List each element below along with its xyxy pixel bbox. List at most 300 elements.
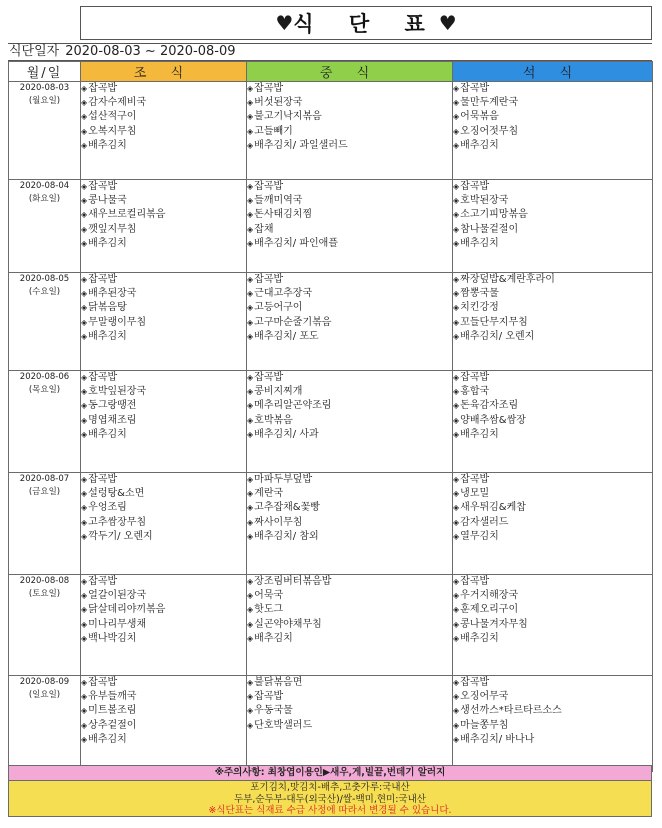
diamond-bullet-icon: ◈ bbox=[81, 317, 88, 327]
diamond-bullet-icon: ◈ bbox=[453, 182, 460, 191]
menu-item bbox=[453, 96, 652, 110]
diamond-bullet-icon: ◈ bbox=[81, 373, 88, 382]
diamond-bullet-icon: ◈ bbox=[453, 678, 460, 687]
menu-item-text: 잡채 bbox=[254, 223, 274, 235]
menu-item bbox=[453, 719, 652, 733]
menu-item bbox=[81, 428, 246, 442]
menu-date-cell bbox=[9, 473, 81, 575]
diamond-bullet-icon: ◈ bbox=[453, 531, 460, 541]
diamond-bullet-icon: ◈ bbox=[453, 591, 460, 601]
diamond-bullet-icon: ◈ bbox=[247, 503, 254, 513]
diamond-bullet-icon: ◈ bbox=[453, 619, 460, 629]
menu-item bbox=[247, 237, 452, 251]
menu-item-text: 배추김치 bbox=[460, 237, 499, 249]
menu-item bbox=[81, 473, 246, 487]
menu-row bbox=[9, 473, 653, 575]
diamond-bullet-icon: ◈ bbox=[81, 720, 88, 730]
menu-item-text: 콩나물겨자무침 bbox=[460, 618, 528, 630]
menu-item-text: 우동국물 bbox=[254, 705, 293, 717]
menu-item-text: 무말랭이무침 bbox=[88, 316, 147, 328]
diamond-bullet-icon: ◈ bbox=[81, 224, 88, 234]
menu-item-text: 생선까스*타르타르소스 bbox=[460, 705, 562, 717]
diamond-bullet-icon: ◈ bbox=[247, 619, 254, 629]
menu-item-text: 메추리알곤약조림 bbox=[254, 400, 332, 412]
origin-line-2: 두부,순두부-대두(외국산)/쌀-백미,현미:국내산 bbox=[234, 793, 426, 805]
change-warning: ※식단표는 식재료 수급 사정에 따라서 변경될 수 있습니다. bbox=[208, 805, 452, 816]
diamond-bullet-icon: ◈ bbox=[247, 605, 254, 615]
dinner-cell bbox=[453, 575, 653, 676]
menu-item-text: 동그랑땡전 bbox=[88, 400, 137, 412]
menu-item bbox=[81, 139, 246, 153]
menu-item bbox=[81, 194, 246, 208]
menu-weekday: (토요일) bbox=[28, 589, 61, 599]
menu-item bbox=[453, 575, 652, 589]
menu-item-text: 콩나물국 bbox=[88, 195, 127, 207]
menu-item bbox=[453, 399, 652, 413]
menu-item bbox=[81, 371, 246, 385]
menu-item bbox=[81, 208, 246, 222]
header-row bbox=[9, 62, 653, 82]
menu-item bbox=[247, 618, 452, 632]
menu-item-text: 배추김치/ 파인애플 bbox=[254, 237, 338, 249]
menu-item-text: 배추김치/ 포도 bbox=[254, 330, 319, 342]
menu-row bbox=[9, 371, 653, 473]
menu-weekday: (금요일) bbox=[28, 487, 61, 497]
menu-item bbox=[247, 690, 452, 704]
menu-item-text: 들깨미역국 bbox=[254, 195, 303, 207]
menu-item-text: 짜장덮밥&계란후라이 bbox=[460, 274, 555, 285]
diamond-bullet-icon: ◈ bbox=[453, 517, 460, 527]
menu-item bbox=[453, 733, 652, 747]
diamond-bullet-icon: ◈ bbox=[453, 577, 460, 586]
menu-item-text: 배추김치/ 참외 bbox=[254, 530, 319, 542]
menu-item bbox=[81, 237, 246, 251]
menu-date-cell bbox=[9, 180, 81, 273]
diamond-bullet-icon: ◈ bbox=[453, 331, 460, 341]
diamond-bullet-icon: ◈ bbox=[81, 210, 88, 220]
allergy-notice: ※주의사항: 최창엽이용인▶새우,게,빌끝,번데기 알러지 bbox=[8, 765, 652, 781]
menu-item-text: 잡곡밥 bbox=[460, 372, 490, 383]
menu-item-text: 배추김치/ 바나나 bbox=[460, 733, 535, 745]
diamond-bullet-icon: ◈ bbox=[247, 182, 254, 191]
menu-item bbox=[247, 273, 452, 287]
menu-date: 2020-08-05 bbox=[19, 274, 70, 284]
menu-item-text: 오징어무국 bbox=[460, 691, 509, 703]
header-dinner: 석 식 bbox=[453, 62, 653, 82]
menu-item bbox=[81, 575, 246, 589]
menu-item-text: 배추된장국 bbox=[88, 288, 137, 300]
diamond-bullet-icon: ◈ bbox=[247, 517, 254, 527]
diamond-bullet-icon: ◈ bbox=[81, 591, 88, 601]
menu-row bbox=[9, 180, 653, 273]
period-label: 식단일자 bbox=[9, 44, 60, 59]
menu-row bbox=[9, 575, 653, 676]
diamond-bullet-icon: ◈ bbox=[247, 331, 254, 341]
menu-item bbox=[247, 603, 452, 617]
breakfast-cell bbox=[81, 676, 247, 772]
menu-item bbox=[453, 603, 652, 617]
menu-item bbox=[247, 487, 452, 501]
diamond-bullet-icon: ◈ bbox=[81, 489, 88, 499]
diamond-bullet-icon: ◈ bbox=[247, 577, 254, 586]
menu-item bbox=[453, 237, 652, 251]
menu-item bbox=[247, 473, 452, 487]
diamond-bullet-icon: ◈ bbox=[81, 577, 88, 586]
lunch-cell bbox=[247, 273, 453, 371]
diamond-bullet-icon: ◈ bbox=[81, 275, 88, 284]
diamond-bullet-icon: ◈ bbox=[453, 373, 460, 382]
menu-item bbox=[247, 330, 452, 344]
menu-item bbox=[453, 704, 652, 718]
menu-date-cell bbox=[9, 82, 81, 180]
diamond-bullet-icon: ◈ bbox=[453, 224, 460, 234]
menu-item bbox=[453, 414, 652, 428]
menu-item bbox=[453, 516, 652, 530]
header-date: 월/일 bbox=[9, 62, 81, 82]
menu-item-text: 근대고추장국 bbox=[254, 288, 313, 300]
menu-item-text: 잡곡밥 bbox=[254, 181, 284, 192]
menu-item bbox=[247, 516, 452, 530]
dinner-cell bbox=[453, 273, 653, 371]
menu-item bbox=[81, 704, 246, 718]
menu-weekday: (일요일) bbox=[28, 690, 61, 700]
diamond-bullet-icon: ◈ bbox=[247, 98, 254, 108]
menu-item bbox=[81, 330, 246, 344]
menu-item bbox=[247, 428, 452, 442]
menu-item-text: 돈사태김치찜 bbox=[254, 209, 313, 221]
menu-item bbox=[453, 589, 652, 603]
lunch-cell bbox=[247, 575, 453, 676]
breakfast-cell bbox=[81, 82, 247, 180]
menu-item bbox=[247, 287, 452, 301]
menu-item bbox=[81, 414, 246, 428]
menu-item-text: 오복지무침 bbox=[88, 125, 137, 137]
menu-item bbox=[81, 632, 246, 646]
menu-item bbox=[81, 690, 246, 704]
diamond-bullet-icon: ◈ bbox=[247, 373, 254, 382]
diamond-bullet-icon: ◈ bbox=[453, 706, 460, 716]
period-row bbox=[8, 43, 652, 61]
menu-item bbox=[81, 399, 246, 413]
menu-item-text: 짜사이무침 bbox=[254, 516, 303, 528]
menu-item-text: 양배추쌈&쌈장 bbox=[460, 414, 526, 426]
menu-item bbox=[81, 501, 246, 515]
header-breakfast: 조 식 bbox=[81, 62, 247, 82]
menu-item-text: 고구마순줄기볶음 bbox=[254, 316, 332, 328]
menu-item bbox=[81, 603, 246, 617]
menu-item bbox=[81, 223, 246, 237]
diamond-bullet-icon: ◈ bbox=[453, 415, 460, 425]
menu-item-text: 잡곡밥 bbox=[254, 372, 284, 383]
menu-item-text: 고들빼기 bbox=[254, 125, 293, 137]
menu-item-text: 어묵국 bbox=[254, 590, 284, 602]
menu-item-text: 짬뽕국물 bbox=[460, 288, 499, 300]
dinner-cell bbox=[453, 180, 653, 273]
diamond-bullet-icon: ◈ bbox=[81, 98, 88, 108]
diamond-bullet-icon: ◈ bbox=[247, 678, 254, 687]
menu-item-text: 배추김치 bbox=[460, 632, 499, 644]
menu-item-text: 고추쌈장무침 bbox=[88, 516, 147, 528]
breakfast-cell bbox=[81, 473, 247, 575]
menu-item-text: 단호박샐러드 bbox=[254, 719, 313, 731]
menu-item-text: 배추김치 bbox=[460, 428, 499, 440]
menu-item bbox=[453, 632, 652, 646]
diamond-bullet-icon: ◈ bbox=[247, 289, 254, 299]
menu-item bbox=[81, 618, 246, 632]
menu-item bbox=[247, 399, 452, 413]
menu-item-text: 치킨강정 bbox=[460, 302, 499, 314]
menu-item-text: 깻잎지무침 bbox=[88, 223, 137, 235]
diamond-bullet-icon: ◈ bbox=[453, 275, 460, 284]
menu-item bbox=[453, 501, 652, 515]
diamond-bullet-icon: ◈ bbox=[453, 734, 460, 744]
menu-item bbox=[247, 208, 452, 222]
heart-icon-left: ♥ bbox=[275, 11, 294, 35]
diamond-bullet-icon: ◈ bbox=[453, 475, 460, 484]
diamond-bullet-icon: ◈ bbox=[247, 224, 254, 234]
menu-item-text: 소고기피망볶음 bbox=[460, 209, 528, 221]
menu-row bbox=[9, 82, 653, 180]
diamond-bullet-icon: ◈ bbox=[453, 503, 460, 513]
menu-item-text: 감자수제비국 bbox=[88, 97, 147, 109]
diamond-bullet-icon: ◈ bbox=[453, 210, 460, 220]
menu-item bbox=[81, 589, 246, 603]
menu-item-text: 잡곡밥 bbox=[460, 576, 490, 587]
diamond-bullet-icon: ◈ bbox=[247, 429, 254, 439]
diamond-bullet-icon: ◈ bbox=[81, 182, 88, 191]
menu-item bbox=[247, 704, 452, 718]
menu-item bbox=[81, 676, 246, 690]
menu-date: 2020-08-06 bbox=[19, 372, 70, 382]
menu-item-text: 냉모밀 bbox=[460, 488, 490, 500]
diamond-bullet-icon: ◈ bbox=[247, 720, 254, 730]
diamond-bullet-icon: ◈ bbox=[81, 678, 88, 687]
diamond-bullet-icon: ◈ bbox=[247, 489, 254, 499]
menu-item bbox=[247, 575, 452, 589]
menu-item bbox=[81, 530, 246, 544]
menu-item-text: 우엉조림 bbox=[88, 502, 127, 514]
dinner-cell bbox=[453, 82, 653, 180]
diamond-bullet-icon: ◈ bbox=[247, 210, 254, 220]
diamond-bullet-icon: ◈ bbox=[247, 196, 254, 206]
menu-date-cell bbox=[9, 273, 81, 371]
menu-item-text: 잡곡밥 bbox=[460, 83, 490, 94]
diamond-bullet-icon: ◈ bbox=[81, 475, 88, 484]
menu-item bbox=[247, 110, 452, 124]
menu-item bbox=[247, 125, 452, 139]
menu-item-text: 열무김치 bbox=[460, 530, 499, 542]
menu-date-cell bbox=[9, 676, 81, 772]
menu-date-cell bbox=[9, 575, 81, 676]
diamond-bullet-icon: ◈ bbox=[453, 605, 460, 615]
menu-item-text: 새우브로컬리볶음 bbox=[88, 209, 166, 221]
diamond-bullet-icon: ◈ bbox=[453, 692, 460, 702]
menu-item bbox=[453, 287, 652, 301]
menu-item bbox=[453, 530, 652, 544]
menu-item bbox=[453, 371, 652, 385]
diamond-bullet-icon: ◈ bbox=[81, 140, 88, 150]
menu-item bbox=[81, 719, 246, 733]
menu-item-text: 감자샐러드 bbox=[460, 516, 509, 528]
diamond-bullet-icon: ◈ bbox=[81, 112, 88, 122]
diamond-bullet-icon: ◈ bbox=[247, 84, 254, 93]
diamond-bullet-icon: ◈ bbox=[453, 720, 460, 730]
menu-item-text: 잡곡밥 bbox=[88, 677, 118, 688]
diamond-bullet-icon: ◈ bbox=[247, 387, 254, 397]
menu-item-text: 고추잡채&꽃빵 bbox=[254, 502, 320, 514]
menu-item-text: 돈육감자조림 bbox=[460, 400, 519, 412]
menu-date: 2020-08-08 bbox=[19, 576, 70, 586]
diamond-bullet-icon: ◈ bbox=[81, 401, 88, 411]
menu-item-text: 명엽채조림 bbox=[88, 414, 137, 426]
diamond-bullet-icon: ◈ bbox=[81, 238, 88, 248]
diamond-bullet-icon: ◈ bbox=[247, 275, 254, 284]
menu-item-text: 배추김치 bbox=[88, 428, 127, 440]
menu-item bbox=[247, 180, 452, 194]
diamond-bullet-icon: ◈ bbox=[453, 126, 460, 136]
menu-item bbox=[247, 530, 452, 544]
diamond-bullet-icon: ◈ bbox=[247, 415, 254, 425]
menu-item bbox=[247, 371, 452, 385]
menu-item bbox=[247, 223, 452, 237]
diamond-bullet-icon: ◈ bbox=[81, 387, 88, 397]
menu-weekday: (월요일) bbox=[28, 96, 61, 106]
menu-item-text: 잡곡밥 bbox=[254, 274, 284, 285]
menu-item-text: 배추김치 bbox=[88, 733, 127, 745]
dinner-cell bbox=[453, 676, 653, 772]
menu-item bbox=[453, 428, 652, 442]
diamond-bullet-icon: ◈ bbox=[453, 317, 460, 327]
origin-line-1: 포기김치,맛김치-배추,고춧가루:국내산 bbox=[250, 782, 410, 793]
diamond-bullet-icon: ◈ bbox=[81, 706, 88, 716]
period-range: 2020-08-03 ~ 2020-08-09 bbox=[65, 44, 236, 59]
diamond-bullet-icon: ◈ bbox=[453, 429, 460, 439]
diamond-bullet-icon: ◈ bbox=[247, 475, 254, 484]
diamond-bullet-icon: ◈ bbox=[453, 112, 460, 122]
lunch-cell bbox=[247, 180, 453, 273]
diamond-bullet-icon: ◈ bbox=[247, 706, 254, 716]
menu-item bbox=[453, 676, 652, 690]
breakfast-cell bbox=[81, 371, 247, 473]
menu-item-text: 얼갈이된장국 bbox=[88, 590, 147, 602]
menu-item-text: 호박된장국 bbox=[460, 195, 509, 207]
dinner-cell bbox=[453, 371, 653, 473]
menu-item-text: 잡곡밥 bbox=[88, 181, 118, 192]
menu-item bbox=[247, 194, 452, 208]
menu-row bbox=[9, 273, 653, 371]
header-lunch: 중 식 bbox=[247, 62, 453, 82]
menu-body bbox=[9, 82, 653, 772]
menu-item-text: 어묵볶음 bbox=[460, 111, 499, 123]
menu-item-text: 호박볶음 bbox=[254, 414, 293, 426]
menu-item-text: 닭볶음탕 bbox=[88, 302, 127, 314]
menu-item bbox=[247, 414, 452, 428]
menu-item bbox=[81, 301, 246, 315]
menu-item-text: 잡곡밥 bbox=[460, 474, 490, 485]
menu-item bbox=[247, 139, 452, 153]
menu-item-text: 마파두부덮밥 bbox=[254, 474, 313, 485]
menu-item-text: 실곤약야채무침 bbox=[254, 618, 322, 630]
menu-item-text: 불고기낙지볶음 bbox=[254, 111, 322, 123]
diamond-bullet-icon: ◈ bbox=[453, 489, 460, 499]
menu-item-text: 미나리무생채 bbox=[88, 618, 147, 630]
menu-item-text: 콩비지찌개 bbox=[254, 386, 303, 398]
menu-item bbox=[81, 82, 246, 96]
menu-row bbox=[9, 676, 653, 772]
menu-date: 2020-08-09 bbox=[19, 677, 70, 687]
menu-item bbox=[247, 501, 452, 515]
diamond-bullet-icon: ◈ bbox=[453, 303, 460, 313]
origin-info bbox=[8, 781, 652, 817]
menu-item-text: 새우튀김&케찹 bbox=[460, 502, 526, 514]
menu-item bbox=[247, 96, 452, 110]
menu-item bbox=[81, 316, 246, 330]
menu-item bbox=[81, 180, 246, 194]
menu-item-text: 잡곡밥 bbox=[254, 691, 284, 703]
diamond-bullet-icon: ◈ bbox=[247, 126, 254, 136]
menu-item-text: 잡곡밥 bbox=[88, 474, 118, 485]
dinner-cell bbox=[453, 473, 653, 575]
menu-item bbox=[453, 82, 652, 96]
diamond-bullet-icon: ◈ bbox=[247, 692, 254, 702]
diamond-bullet-icon: ◈ bbox=[453, 387, 460, 397]
menu-item bbox=[453, 223, 652, 237]
menu-date: 2020-08-04 bbox=[19, 181, 70, 191]
menu-item bbox=[453, 690, 652, 704]
diamond-bullet-icon: ◈ bbox=[453, 289, 460, 299]
menu-item-text: 섭산적구이 bbox=[88, 111, 137, 123]
menu-item bbox=[453, 618, 652, 632]
menu-table bbox=[8, 61, 653, 772]
menu-item-text: 참나물겉절이 bbox=[460, 223, 519, 235]
menu-item bbox=[453, 385, 652, 399]
menu-item-text: 배추김치 bbox=[254, 632, 293, 644]
menu-item-text: 고등어구이 bbox=[254, 302, 303, 314]
menu-item bbox=[453, 330, 652, 344]
menu-item-text: 잡곡밥 bbox=[88, 83, 118, 94]
menu-item bbox=[247, 589, 452, 603]
diamond-bullet-icon: ◈ bbox=[81, 289, 88, 299]
lunch-cell bbox=[247, 676, 453, 772]
menu-item-text: 홍합국 bbox=[460, 386, 490, 398]
menu-item-text: 백나박김치 bbox=[88, 632, 137, 644]
menu-item-text: 잡곡밥 bbox=[460, 181, 490, 192]
diamond-bullet-icon: ◈ bbox=[247, 112, 254, 122]
diamond-bullet-icon: ◈ bbox=[453, 140, 460, 150]
menu-item-text: 핫도그 bbox=[254, 604, 284, 616]
menu-item bbox=[453, 180, 652, 194]
menu-item-text: 배추김치 bbox=[88, 139, 127, 151]
menu-item-text: 상추겉절이 bbox=[88, 719, 137, 731]
menu-item bbox=[81, 385, 246, 399]
diamond-bullet-icon: ◈ bbox=[81, 531, 88, 541]
menu-item-text: 설렁탕&소면 bbox=[88, 488, 145, 500]
menu-item bbox=[247, 82, 452, 96]
menu-item bbox=[453, 194, 652, 208]
menu-item-text: 배추김치/ 과일샐러드 bbox=[254, 139, 348, 151]
menu-item bbox=[453, 139, 652, 153]
diamond-bullet-icon: ◈ bbox=[247, 317, 254, 327]
menu-item-text: 버섯된장국 bbox=[254, 97, 303, 109]
menu-item-text: 오징어젓무침 bbox=[460, 125, 519, 137]
menu-item-text: 장조림버터볶음밥 bbox=[254, 576, 332, 587]
menu-item bbox=[247, 632, 452, 646]
menu-item bbox=[247, 385, 452, 399]
lunch-cell bbox=[247, 371, 453, 473]
menu-item-text: 잡곡밥 bbox=[460, 677, 490, 688]
menu-item bbox=[453, 273, 652, 287]
menu-item bbox=[81, 287, 246, 301]
